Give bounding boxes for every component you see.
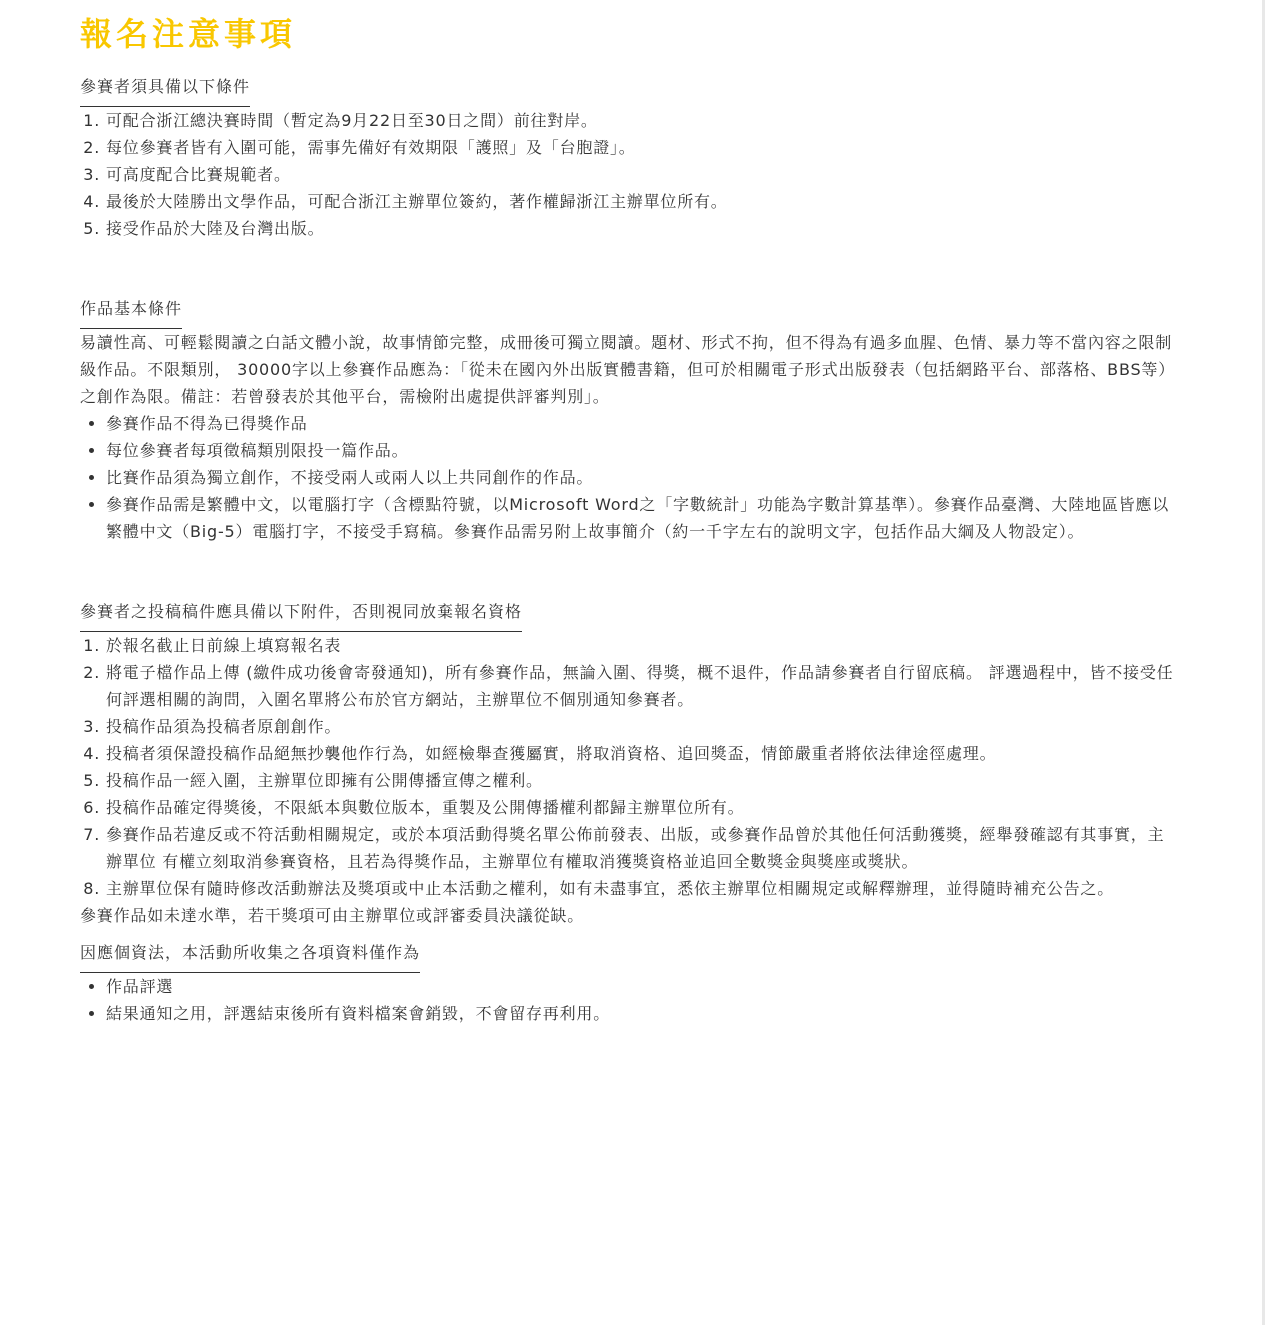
section-heading-participant-requirements: 參賽者須具備以下條件 bbox=[80, 76, 250, 107]
participant-requirements-list bbox=[80, 107, 1180, 242]
work-requirements-list bbox=[80, 410, 1180, 545]
list-item: 5. 投稿作品一經入圍，主辦單位即擁有公開傳播宣傳之權利。 bbox=[106, 767, 1180, 794]
list-item: 4. 投稿者須保證投稿作品絕無抄襲他作行為，如經檢舉查獲屬實，將取消資格、追回獎盃，情節嚴重者將依法律途徑處理。 bbox=[106, 740, 1180, 767]
personal-data-usage-list bbox=[80, 973, 1180, 1027]
list-item: • 參賽作品需是繁體中文，以電腦打字（含標點符號，以Microsoft Word之「字數統計」功能為字數計算基準）。參賽作品臺灣、大陸地區皆應以繁體中文（Big-5）電腦打字，不接受手寫稿。參賽作品需另附上故事簡介（約一千字左右的說明文字，包括作品大綱及人物設定）。 bbox=[106, 491, 1180, 545]
list-item: 2. 將電子檔作品上傳 (繳件成功後會寄發通知)，所有參賽作品，無論入圍、得獎，概不退件，作品請參賽者自行留底稿。 評選過程中，皆不接受任何評選相關的詢問，入圍名單將公布於官方網站，主辦單位不個別通知參賽者。 bbox=[106, 659, 1180, 713]
list-item: 2. 每位參賽者皆有入圍可能，需事先備好有效期限「護照」及「台胞證」。 bbox=[106, 134, 1180, 161]
list-item: • 作品評選 bbox=[106, 973, 1180, 1000]
list-item: • 比賽作品須為獨立創作，不接受兩人或兩人以上共同創作的作品。 bbox=[106, 464, 1180, 491]
list-item: • 每位參賽者每項徵稿類別限投一篇作品。 bbox=[106, 437, 1180, 464]
page-title: 報名注意事項 bbox=[80, 15, 297, 53]
section-heading-work-requirements: 作品基本條件 bbox=[80, 298, 182, 329]
list-item: 6. 投稿作品確定得獎後，不限紙本與數位版本，重製及公開傳播權利都歸主辦單位所有。 bbox=[106, 794, 1180, 821]
list-item: 1. 於報名截止日前線上填寫報名表 bbox=[106, 632, 1180, 659]
registration-notes-page bbox=[80, 0, 1180, 1027]
list-item: 3. 可高度配合比賽規範者。 bbox=[106, 161, 1180, 188]
list-item: • 參賽作品不得為已得獎作品 bbox=[106, 410, 1180, 437]
award-vacancy-note: 參賽作品如未達水準，若干獎項可由主辦單位或評審委員決議從缺。 bbox=[80, 906, 585, 925]
submission-attachments-list bbox=[80, 632, 1180, 902]
section-heading-personal-data: 因應個資法，本活動所收集之各項資料僅作為 bbox=[80, 942, 420, 973]
list-item: 8. 主辦單位保有隨時修改活動辦法及獎項或中止本活動之權利，如有未盡事宜，悉依主辦單位相關規定或解釋辦理，並得隨時補充公告之。 bbox=[106, 875, 1180, 902]
list-item: 1. 可配合浙江總決賽時間（暫定為9月22日至30日之間）前往對岸。 bbox=[106, 107, 1180, 134]
work-requirements-paragraph: 易讀性高、可輕鬆閱讀之白話文體小說，故事情節完整，成冊後可獨立閱讀。題材、形式不拘，但不得為有過多血腥、色情、暴力等不當內容之限制級作品。不限類別， 30000字以上參賽作品應為：「從未在國內外出版實體書籍，但可於相關電子形式出版發表（包括網路平台、部落格、BBS等）之創作為限。備註：若曾發表於其他平台，需檢附出處提供評審判別」。 bbox=[80, 333, 1176, 406]
list-item: 5. 接受作品於大陸及台灣出版。 bbox=[106, 215, 1180, 242]
list-item: 3. 投稿作品須為投稿者原創創作。 bbox=[106, 713, 1180, 740]
list-item: 7. 參賽作品若違反或不符活動相關規定，或於本項活動得獎名單公佈前發表、出版，或參賽作品曾於其他任何活動獲獎，經舉發確認有其事實，主辦單位 有權立刻取消參賽資格，且若為得獎作品，主辦單位有權取消獲獎資格並追回全數獎金與獎座或獎狀。 bbox=[106, 821, 1180, 875]
list-item: 4. 最後於大陸勝出文學作品，可配合浙江主辦單位簽約，著作權歸浙江主辦單位所有。 bbox=[106, 188, 1180, 215]
section-heading-submission-attachments: 參賽者之投稿稿件應具備以下附件，否則視同放棄報名資格 bbox=[80, 601, 522, 632]
list-item: • 結果通知之用，評選結束後所有資料檔案會銷毀，不會留存再利用。 bbox=[106, 1000, 1180, 1027]
